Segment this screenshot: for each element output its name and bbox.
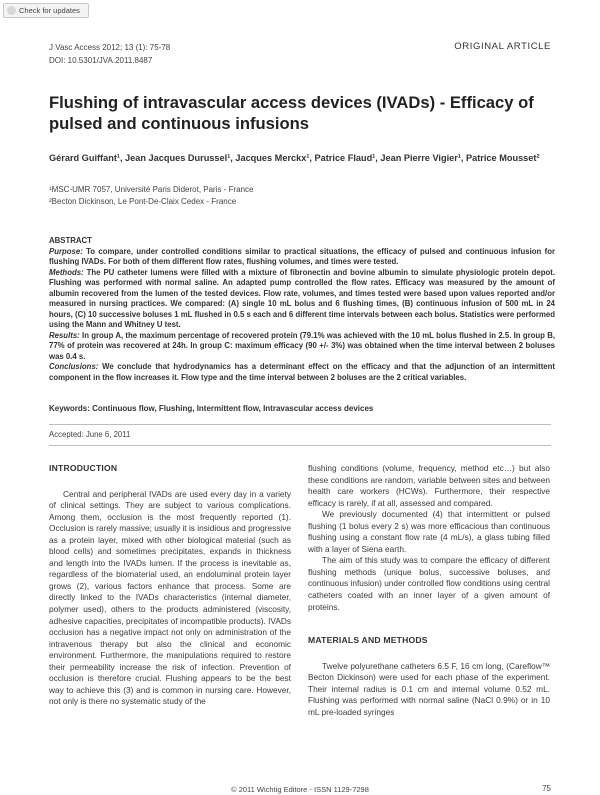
introduction-paragraph: Central and peripheral IVADs are used every day in a variety of clinical settings. They are subject to various complications. Among them, occlusion is the most frequently reported (1). Occlusion is rarely massive; usually it is insidious and progressive as a protein layer, mixed with other biological material (such as blood cells) and sometimes precipitates, expands in thickness and length into the IVADs lumen. If the process is inevitable as, regardless of the biomaterial used, an endoluminal protein layer grows (2), various factors enhance that process. Some are directly linked to the IVADs characteristics (internal diameter, polymer used), others to the products administered (viscosity, adhesive capacities, precipitates of incompatible products). IVADs occlusion has a negative impact not only on administration of the intravenous therapy but also the clinical and economic environment. Furthermore, the manipulations required to restore their permeability increase the risk of infection. Prevention of occlusion is therefore crucial. Flushing appears to be the best way to achieve this (3) and is common in nursing care. However, not only is there no systematic study of the (49, 488, 291, 707)
right-column (308, 463, 550, 718)
divider (49, 424, 551, 425)
abstract-conclusions: Conclusions: We conclude that hydrodynamics has a determinant effect on the efficacy and that the adjunction of an intermittent component in the flow increases it. Flow type and the time interval between 2 boluses are the 2 critical variables. (49, 362, 555, 382)
abstract (49, 236, 555, 383)
affiliation-2: ²Becton Dickinson, Le Pont-De-Claix Cedex - France (49, 197, 237, 206)
abstract-methods: Methods: The PU catheter lumens were filled with a mixture of fibronectin and bovine albumin to simulate physiologic protein depot. Flushing was performed with normal saline. An adapted pump controlled the flow rates. Efficacy was measured by the amount of albumin recovered from the lumen of the tested devices. Flow rate, volumes, and times tested were based upon values reported and/or measured in nursing practices. We compared: (A) single 10 mL bolus and 6 flushing times, (B) continuous infusion of 500 mL in 24 hours, (C) 10 successive boluses 1 mL flushed in 0.5 s each and 6 different time intervals between each bolus. Statistics were performed using the Mann and Whitney U test. (49, 267, 555, 329)
author-list: Gérard Guiffant¹, Jean Jacques Durussel¹, Jacques Merckx¹, Patrice Flaud¹, Jean Pierre Vigier¹, Patrice Mousset² (49, 153, 540, 163)
body-paragraph: The aim of this study was to compare the efficacy of different flushing methods (unique bolus, successive boluses, and continuous infusion) under controlled flow conditions using central catheters coated with an inner layer of a given amount of proteins. (308, 555, 550, 612)
introduction-heading: INTRODUCTION (49, 463, 118, 473)
journal-citation: J Vasc Access 2012; 13 (1): 75-78 (49, 43, 171, 52)
page-number: 75 (542, 784, 551, 793)
affiliation-1: ¹MSC-UMR 7057, Université Paris Diderot, Paris - France (49, 185, 254, 194)
methods-heading: MATERIALS AND METHODS (308, 635, 428, 646)
check-for-updates-label: Check for updates (19, 6, 80, 15)
paper-title: Flushing of intravascular access devices (IVADs) - Efficacy of pulsed and continuous infusions (49, 93, 534, 133)
doi[interactable]: DOI: 10.5301/JVA.2011.8487 (49, 56, 153, 65)
abstract-results: Results: In group A, the maximum percentage of recovered protein (79.1% was achieved with the 10 mL bolus flushed in 2.5. In group B, 77% of protein was recovered at 24h. In group C: maximum efficacy (90 +/- 3%) was obtained when the time interval between 2 boluses was 0.4 s. (49, 330, 555, 361)
methods-paragraph: Twelve polyurethane catheters 6.5 F, 16 cm long, (Careflow™ Becton Dickinson) were used for each phase of the experiment. Their internal radius is 0.1 cm and internal volume 0.52 mL. Flushing was performed with normal saline (NaCl 0.9%) or in 10 mL pre-loaded syringes (308, 660, 550, 717)
body-paragraph: We previously documented (4) that intermittent or pulsed flushing (1 bolus every 2 s) was more efficacious than continuous flushing using a constant flow rate (4 mL/s), a glass tubing filled with a layer of Siena earth. (308, 509, 550, 554)
left-column (49, 463, 291, 708)
footer-copyright: © 2011 Wichtig Editore - ISSN 1129-7298 (231, 785, 369, 794)
accepted-date: Accepted: June 6, 2011 (49, 430, 131, 439)
body-paragraph: flushing conditions (volume, frequency, method etc…) but also these conditions are random, variable between sites and between health care workers (HCWs). Furthermore, their respective efficacy is rarely, if at all, assessed and compared. (308, 463, 550, 508)
check-for-updates-badge[interactable] (3, 3, 89, 18)
keywords: Keywords: Continuous flow, Flushing, Intermittent flow, Intravascular access devices (49, 404, 374, 413)
abstract-heading: ABSTRACT (49, 236, 92, 245)
abstract-purpose: Purpose: To compare, under controlled conditions similar to practical situations, the efficacy of pulsed and continuous infusion for flushing IVADs. For both of them different flow rates, flushing volumes, and times were tested. (49, 246, 555, 266)
divider (49, 445, 551, 446)
update-icon (7, 6, 16, 15)
article-type: ORIGINAL ARTICLE (454, 41, 551, 52)
